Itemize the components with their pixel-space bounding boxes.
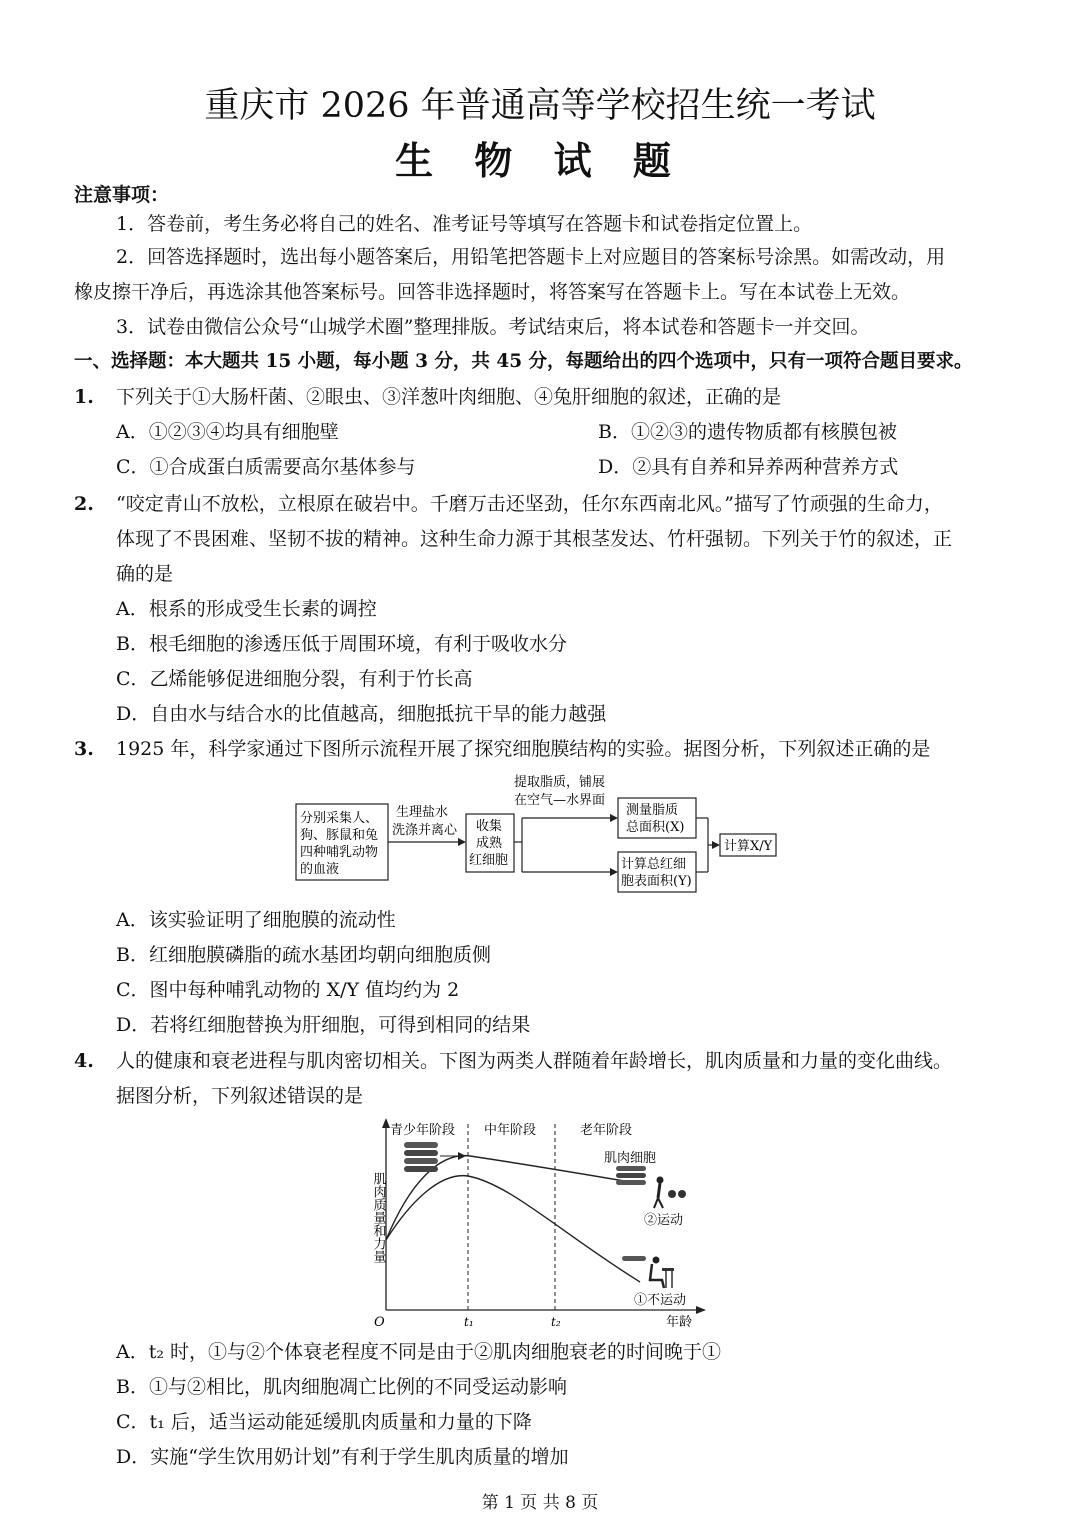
t2-label: t₂ — [551, 1315, 561, 1329]
stage-old-label: 老年阶段 — [580, 1123, 633, 1138]
question-2-option-b: B．根毛细胞的渗透压低于周围环境，有利于吸收水分 — [116, 633, 567, 655]
notice-item-2a: 2．回答选择题时，选出每小题答案后，用铅笔把答题卡上对应题目的答案标号涂黑。如需改动，用 — [116, 246, 946, 268]
muscle-bundle-youth — [404, 1142, 438, 1172]
question-3-option-c: C．图中每种哺乳动物的 X/Y 值均约为 2 — [116, 979, 460, 1001]
sitting-person-icon — [650, 1257, 674, 1289]
question-4-option-d: D．实施“学生饮用奶计划”有利于学生肌肉质量的增加 — [116, 1446, 569, 1468]
question-1-option-b: B．①②③的遗传物质都有核膜包被 — [598, 421, 897, 443]
question-4-stem-2: 据图分析，下列叙述错误的是 — [116, 1085, 364, 1107]
flow-box2-line3: 红细胞 — [469, 853, 509, 868]
muscle-bundle-exercise — [616, 1166, 646, 1185]
flow-box1-line4: 的血液 — [300, 862, 340, 877]
subject-title: 生 物 试 题 — [395, 138, 685, 183]
notice-heading: 注意事项： — [74, 184, 170, 206]
question-3-option-a: A．该实验证明了细胞膜的流动性 — [116, 909, 396, 931]
question-4-option-b: B．①与②相比，肌肉细胞凋亡比例的不同受运动影响 — [116, 1376, 567, 1398]
question-4-stem-1: 人的健康和衰老进程与肌肉密切相关。下图为两类人群随着年龄增长，肌肉质量和力量的变化曲线。 — [116, 1050, 953, 1072]
question-1-option-c: C．①合成蛋白质需要高尔基体参与 — [116, 456, 416, 478]
question-3-option-d: D．若将红细胞替换为肝细胞，可得到相同的结果 — [116, 1014, 531, 1036]
question-2-number: 2. — [74, 493, 94, 515]
flow-box3-line1: 测量脂质 — [626, 803, 679, 818]
question-1-number: 1. — [74, 386, 94, 408]
muscle-cell-label: 肌肉细胞 — [604, 1151, 657, 1166]
flow-box2-line1: 收集 — [476, 819, 503, 834]
exercise-label: ②运动 — [644, 1213, 684, 1228]
question-3-number: 3. — [74, 738, 94, 760]
question-2-stem-2: 体现了不畏困难、坚韧不拔的精神。这种生命力源于其根茎发达、竹杆强韧。下列关于竹的叙述，正 — [116, 528, 953, 550]
notice-item-1: 1．答卷前，考生务必将自己的姓名、准考证号等填写在答题卡和试卷指定位置上。 — [116, 213, 813, 235]
flow-arrow2-line2: 在空气—水界面 — [514, 793, 606, 808]
x-axis-label: 年龄 — [666, 1315, 693, 1330]
flow-arrow1-line2: 洗涤并离心 — [392, 823, 458, 838]
question-3-stem: 1925 年，科学家通过下图所示流程开展了探究细胞膜结构的实验。据图分析，下列叙述正确的是 — [116, 738, 931, 760]
page-footer: 第 1 页 共 8 页 — [481, 1493, 599, 1513]
question-3-option-b: B．红细胞膜磷脂的疏水基团均朝向细胞质侧 — [116, 944, 491, 966]
flow-box3-line2: 总面积(X) — [626, 820, 685, 835]
exam-title: 重庆市 2026 年普通高等学校招生统一考试 — [204, 86, 876, 126]
flow-box1-line2: 狗、豚鼠和兔 — [300, 828, 379, 843]
muscle-graph — [360, 1112, 710, 1332]
question-2-option-c: C．乙烯能够促进细胞分裂，有利于竹长高 — [116, 668, 473, 690]
question-4-number: 4. — [74, 1050, 94, 1072]
question-1-option-d: D．②具有自养和异养两种营养方式 — [598, 456, 899, 478]
flow-arrow2-line1: 提取脂质，铺展 — [514, 775, 606, 790]
t1-label: t₁ — [464, 1315, 474, 1329]
section-heading: 一、选择题：本大题共 15 小题，每小题 3 分，共 45 分，每题给出的四个选项中，只有一项符合题目要求。 — [74, 351, 973, 372]
question-2-stem-1: “咬定青山不放松，立根原在破岩中。千磨万击还坚劲，任尔东西南北风。”描写了竹顽强的生命力， — [116, 493, 943, 515]
flow-box5: 计算X/Y — [724, 839, 773, 854]
question-4-option-c: C．t₁ 后，适当运动能延缓肌肉质量和力量的下降 — [116, 1411, 532, 1433]
question-2-stem-3: 确的是 — [116, 563, 174, 585]
stage-youth-label: 青少年阶段 — [390, 1123, 456, 1138]
notice-item-3: 3．试卷由微信公众号“山城学术圈”整理排版。考试结束后，将本试卷和答题卡一并交回。 — [116, 316, 870, 338]
stage-middle-label: 中年阶段 — [484, 1123, 537, 1138]
question-2-option-d: D．自由水与结合水的比值越高，细胞抵抗干旱的能力越强 — [116, 703, 607, 725]
flow-box4-line1: 计算总红细 — [621, 857, 687, 872]
y-axis-label: 肌肉质量和力量 — [370, 1172, 386, 1263]
flow-box1-line3: 四种哺乳动物 — [300, 845, 379, 860]
origin-label: O — [374, 1315, 385, 1330]
flow-box1-line1: 分别采集人、 — [300, 811, 379, 826]
question-4-option-a: A．t₂ 时，①与②个体衰老程度不同是由于②肌肉细胞衰老的时间晚于① — [116, 1341, 722, 1363]
curve-no-exercise — [386, 1176, 640, 1282]
question-1-stem: 下列关于①大肠杆菌、②眼虫、③洋葱叶肉细胞、④兔肝细胞的叙述，正确的是 — [116, 386, 782, 408]
no-exercise-label: ①不运动 — [634, 1293, 687, 1308]
flow-diagram — [290, 768, 790, 898]
question-1-option-a: A．①②③④均具有细胞壁 — [116, 421, 339, 443]
muscle-bundle-no-exercise — [622, 1256, 646, 1261]
exercising-person-icon — [654, 1177, 686, 1209]
notice-item-2b: 橡皮擦干净后，再选涂其他答案标号。回答非选择题时，将答案写在答题卡上。写在本试卷上无效。 — [74, 281, 911, 303]
flow-arrow1-line1: 生理盐水 — [396, 805, 449, 820]
flow-box2-line2: 成熟 — [476, 836, 503, 851]
question-2-option-a: A．根系的形成受生长素的调控 — [116, 598, 377, 620]
flow-box4-line2: 胞表面积(Y) — [621, 874, 692, 889]
